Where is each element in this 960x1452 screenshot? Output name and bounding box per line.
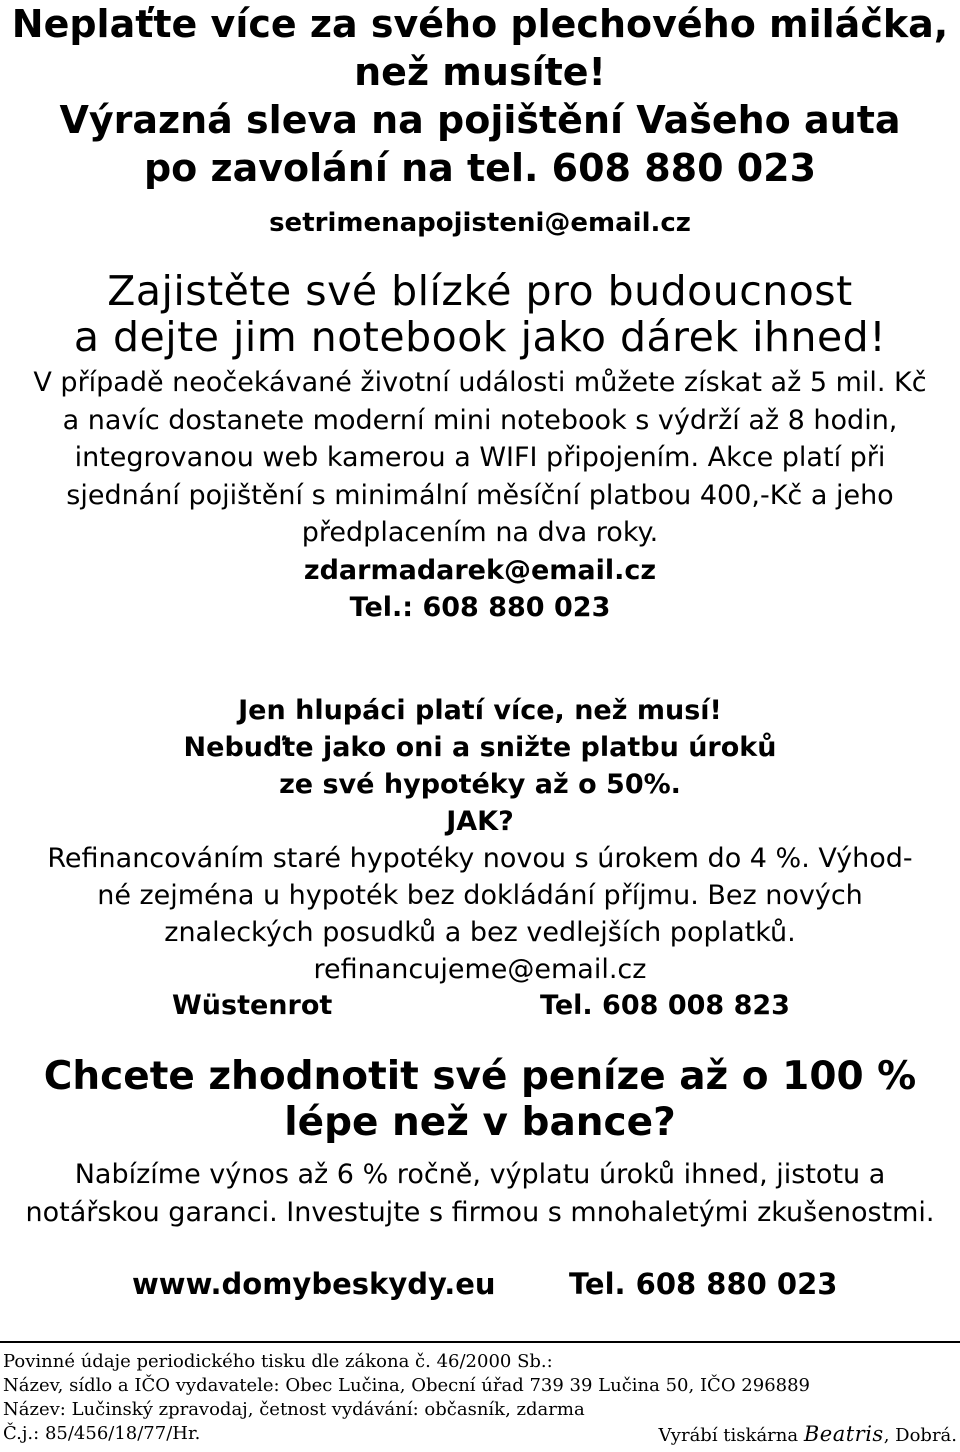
mortgage-email: refinancujeme@email.cz [313,954,647,985]
mortgage-ad [0,692,960,1024]
life-insurance-body [0,364,960,552]
mortgage-headline-2: Nebuďte jako oni a snižte platbu úroků [183,732,777,763]
footer-last-line [3,1422,957,1446]
investment-headline-2: lépe než v bance? [284,1100,676,1145]
printer-suffix: , Dobrá. [883,1425,957,1446]
car-insurance-headline-2: než musíte! [354,50,606,94]
investment-website: www.domybeskydy.eu [132,1267,496,1301]
life-insurance-headline-2: a dejte jim notebook jako dárek ihned! [73,313,887,361]
life-insurance-body-line: V případě neočekávané životní události můžete získat až 5 mil. Kč [33,367,927,398]
investment-ad [0,1054,960,1302]
car-insurance-headline-1: Neplaťte více za svého plechového miláčka, [11,2,949,46]
printer-logo: Beatris [803,1422,884,1446]
mortgage-body-line: né zejména u hypoték bez dokládání příjmu. Bez nových [97,880,863,911]
mortgage-body [0,840,960,988]
life-insurance-phone: Tel.: 608 880 023 [349,591,611,623]
investment-body-line: Nabízíme výnos až 6 % ročně, výplatu úroků ihned, jistotu a [74,1159,886,1190]
publication-footer [3,1350,957,1446]
car-insurance-headline-4: po zavolání na tel. 608 880 023 [143,146,817,190]
footer-line: Název, sídlo a IČO vydavatele: Obec Lučina, Obecní úřad 739 39 Lučina 50, IČO 296889 [3,1375,811,1396]
investment-phone: Tel. 608 880 023 [569,1267,838,1301]
footer-line: Povinné údaje periodického tisku dle zákona č. 46/2000 Sb.: [3,1351,553,1372]
investment-body-line: notářskou garanci. Investujte s firmou s mnohaletými zkušenostmi. [25,1197,935,1228]
car-insurance-ad [0,0,960,238]
car-insurance-headline-3: Výrazná sleva na pojištění Vašeho auta [59,98,901,142]
printer-prefix: Vyrábí tiskárna [658,1425,799,1446]
life-insurance-email: zdarmadarek@email.cz [303,554,657,586]
investment-headline-1: Chcete zhodnotit své peníze až o 100 % [43,1054,917,1099]
life-insurance-ad [0,268,960,626]
footer-divider [0,1341,960,1343]
investment-contact-row [0,1266,960,1302]
footer-line: Název: Lučinský zpravodaj, četnost vydávání: občasník, zdarma [3,1399,585,1420]
life-insurance-body-line: sjednání pojištění s minimální měsíční platbou 400,-Kč a jeho [66,479,894,511]
mortgage-body-line: Refinancováním staré hypotéky novou s úrokem do 4 %. Výhod- [47,843,913,874]
mortgage-phone: Tel. 608 008 823 [540,990,790,1021]
registration-number: Č.j.: 85/456/18/77/Hr. [3,1423,201,1444]
mortgage-body-line: znaleckých posudků a bez vedlejších poplatků. [164,917,796,948]
mortgage-headline-4: JAK? [446,806,514,837]
life-insurance-body-line: předplacením na dva roky. [301,517,659,548]
mortgage-headline-3: ze své hypotéky až o 50%. [279,769,681,800]
life-insurance-body-line: integrovanou web kamerou a WIFI připojením. Akce platí při [74,442,886,473]
printer-credit [659,1422,957,1448]
mortgage-headline-1: Jen hlupáci platí více, než musí! [238,695,722,726]
life-insurance-headline-1: Zajistěte své blízké pro budoucnost [107,267,853,315]
life-insurance-body-line: a navíc dostanete moderní mini notebook s výdrží až 8 hodin, [62,404,898,436]
car-insurance-email: setrimenapojisteni@email.cz [269,208,691,238]
mortgage-company: Wüstenrot [172,990,333,1021]
investment-body [0,1156,960,1232]
mortgage-contact-row [0,988,960,1024]
